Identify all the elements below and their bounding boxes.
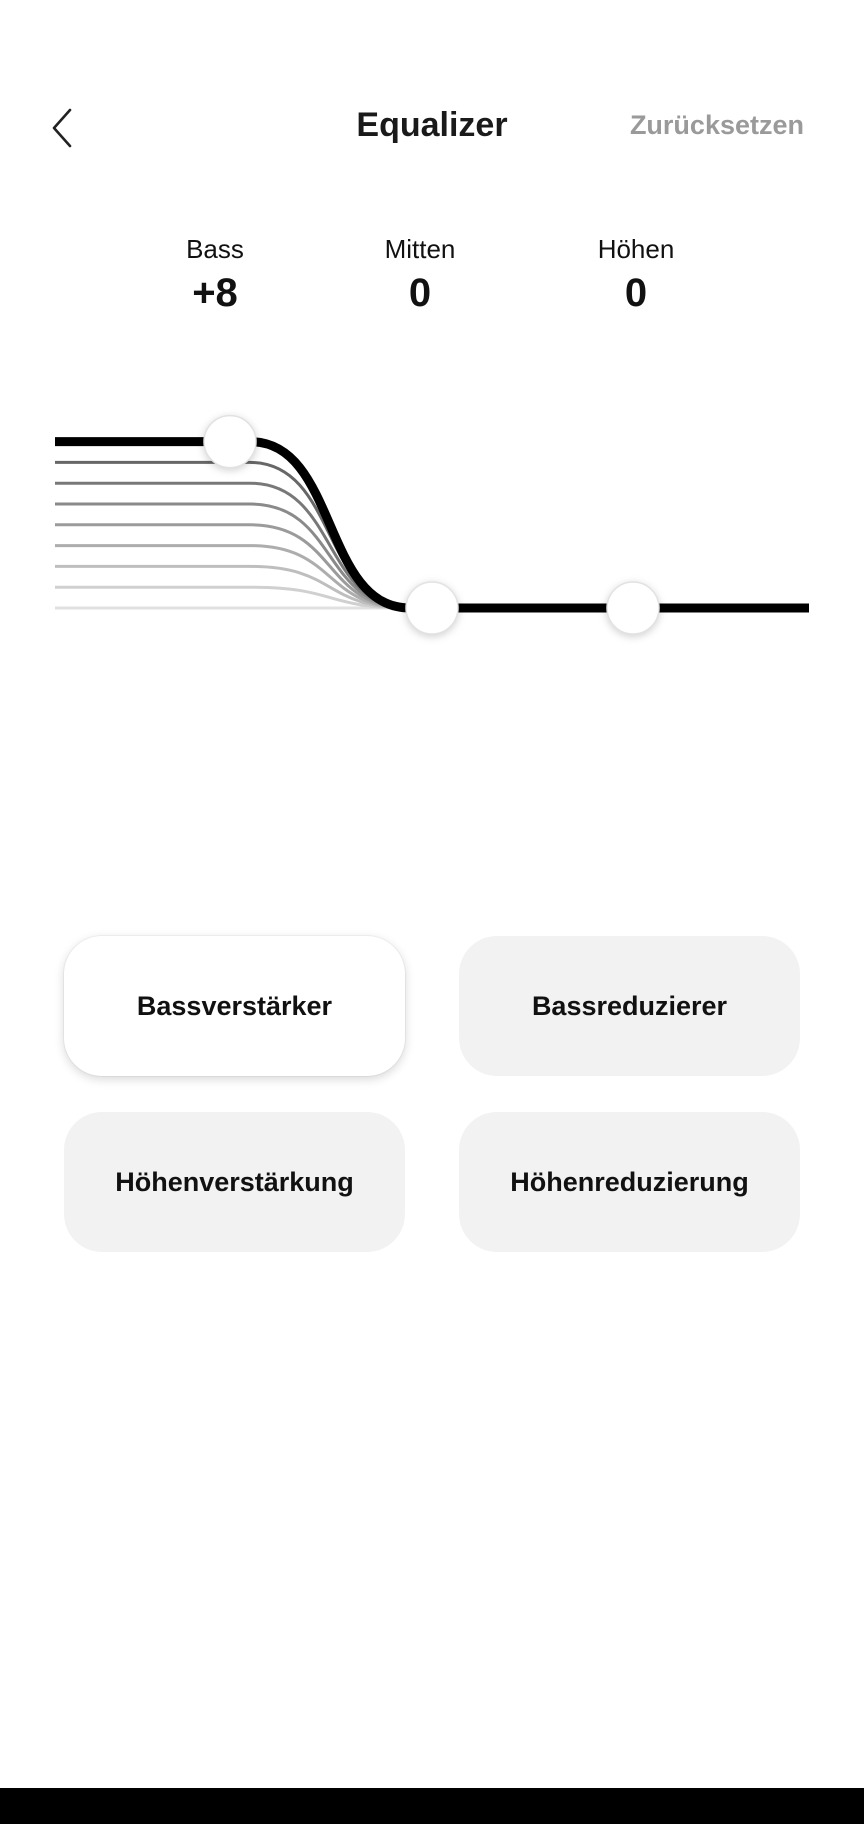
header [0, 0, 864, 200]
band-treble-label: Höhen [597, 234, 675, 264]
eq-curve-graph[interactable] [0, 380, 864, 680]
reset-button[interactable]: Zurücksetzen [629, 110, 804, 140]
band-mid-value: 0 [408, 271, 432, 315]
band-treble-value: 0 [624, 271, 648, 315]
band-bass [115, 234, 315, 316]
bass-knob[interactable] [204, 416, 256, 468]
band-bass-label: Bass [186, 234, 244, 264]
band-mid-label: Mitten [384, 234, 456, 264]
band-mid [320, 234, 520, 316]
band-bass-value: +8 [192, 271, 238, 315]
page-title: Equalizer [356, 106, 508, 144]
preset-grid [64, 936, 800, 1252]
system-nav-bar [0, 1788, 864, 1824]
band-treble [536, 234, 736, 316]
mid-knob[interactable] [406, 582, 458, 634]
preset-bass-boost-button[interactable]: Bassverstärker [64, 936, 405, 1076]
preset-bass-reduce-button[interactable]: Bassreduzierer [459, 936, 800, 1076]
preset-treble-boost-button[interactable]: Höhenverstärkung [64, 1112, 405, 1252]
preset-treble-reduce-button[interactable]: Höhenreduzierung [459, 1112, 800, 1252]
treble-knob[interactable] [607, 582, 659, 634]
